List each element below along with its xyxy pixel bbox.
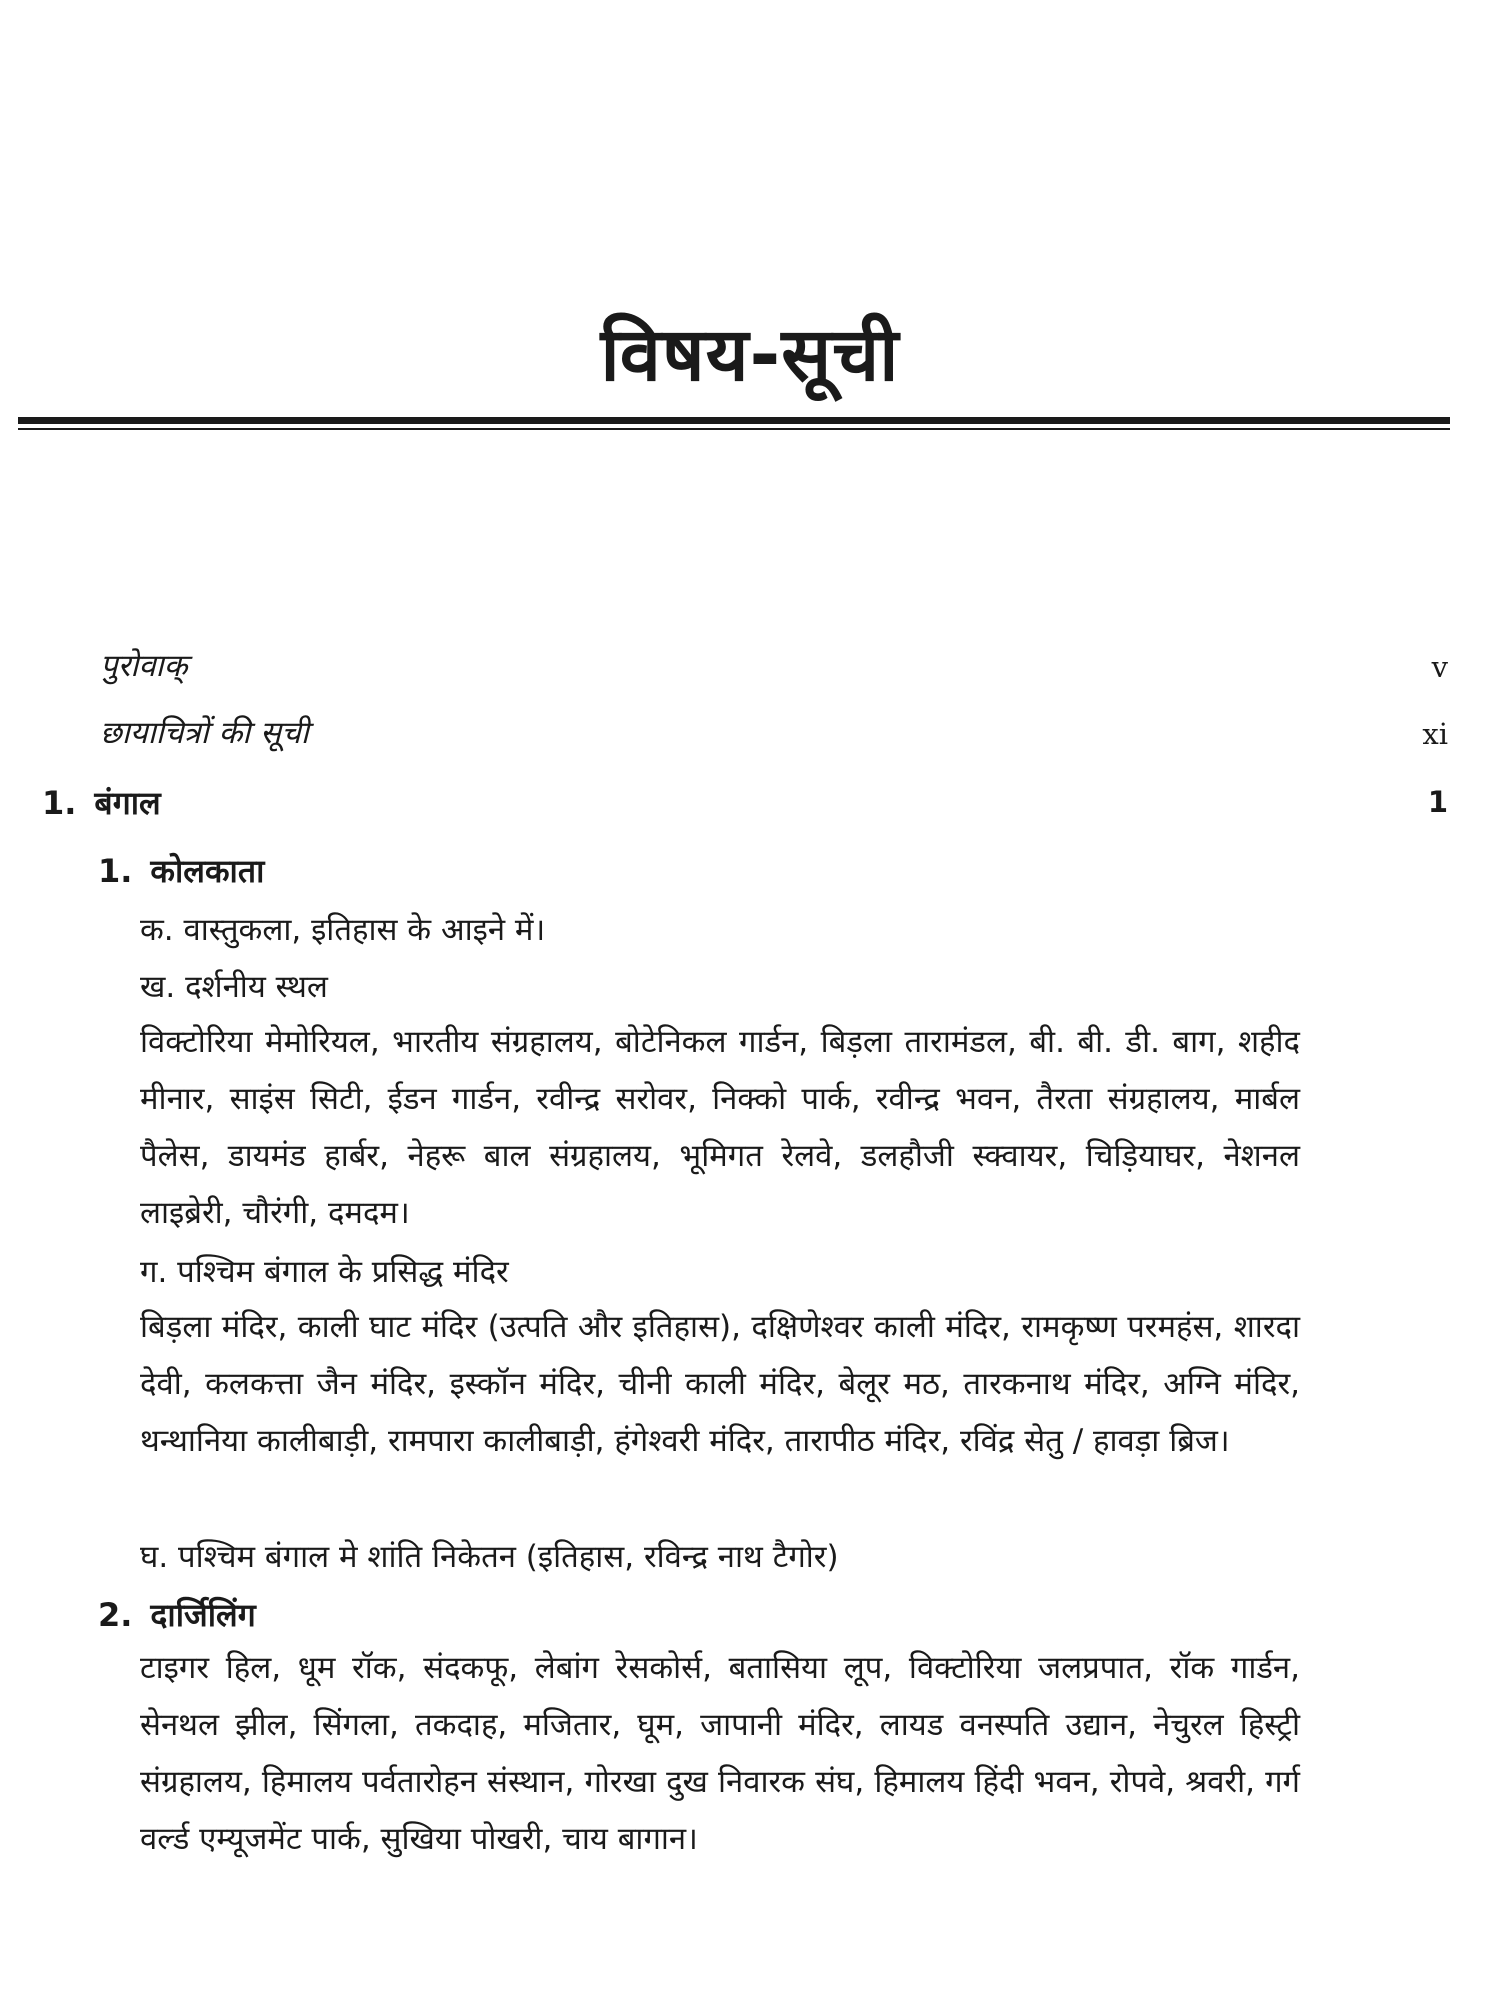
subitem-kha: ख. दर्शनीय स्थल: [140, 969, 328, 1005]
toc-section-kolkata[interactable]: [98, 852, 264, 890]
toc-chapter-bengal[interactable]: [42, 784, 161, 822]
subitem-ka: क. वास्तुकला, इतिहास के आइने में।: [140, 912, 546, 948]
subitem-ga: ग. पश्चिम बंगाल के प्रसिद्ध मंदिर: [140, 1254, 509, 1290]
title-rule-thick: [18, 417, 1450, 424]
page-title: विषय-सूची: [600, 312, 900, 398]
toc-entry-photo-list[interactable]: छायाचित्रों की सूची: [100, 715, 309, 751]
toc-page-foreword: v: [1431, 650, 1448, 684]
section-number: 1.: [98, 852, 133, 890]
ga-temples-paragraph: बिड़ला मंदिर, काली घाट मंदिर (उत्पति और इतिहास), दक्षिणेश्वर काली मंदिर, रामकृष्ण परमहंस, शारदा देवी, कलकत्ता जैन मंदिर, इस्कॉन मंदिर, चीनी काली मंदिर, बेलूर मठ, तारकनाथ मंदिर, अग्नि मंदिर, थन्थानिया कालीबाड़ी, रामपारा कालीबाड़ी, हंगेश्वरी मंदिर, तारापीठ मंदिर, रविंद्र सेतु / हावड़ा ब्रिज।: [140, 1309, 1300, 1459]
chapter-number: 1.: [42, 784, 77, 822]
toc-page-photo-list: xi: [1422, 717, 1448, 751]
kha-places-paragraph: विक्टोरिया मेमोरियल, भारतीय संग्रहालय, बोटेनिकल गार्डन, बिड़ला तारामंडल, बी. बी. डी. बाग, शहीद मीनार, साइंस सिटी, ईडन गार्डन, रवीन्द्र सरोवर, निक्को पार्क, रवीन्द्र भवन, तैरता संग्रहालय, मार्बल पैलेस, डायमंड हार्बर, नेहरू बाल संग्रहालय, भूमिगत रेलवे, डलहौजी स्क्वायर, चिड़ियाघर, नेशनल लाइब्रेरी, चौरंगी, दमदम।: [140, 1024, 1300, 1231]
subitem-gha: घ. पश्चिम बंगाल मे शांति निकेतन (इतिहास, रविन्द्र नाथ टैगोर): [140, 1539, 839, 1575]
section-title: दार्जिलिंग: [150, 1596, 256, 1634]
section-number: 2.: [98, 1596, 133, 1634]
toc-entry-foreword[interactable]: पुरोवाक्: [100, 648, 188, 684]
toc-page-bengal: 1: [1427, 785, 1448, 819]
title-rule-thin: [18, 428, 1450, 430]
toc-section-darjeeling[interactable]: [98, 1596, 256, 1634]
chapter-title: बंगाल: [94, 784, 161, 822]
section-title: कोलकाता: [150, 852, 265, 890]
darjeeling-places-paragraph: टाइगर हिल, धूम रॉक, संदकफू, लेबांग रेसकोर्स, बतासिया लूप, विक्टोरिया जलप्रपात, रॉक गार्डन, सेनथल झील, सिंगला, तकदाह, मजितार, घूम, जापानी मंदिर, लायड वनस्पति उद्यान, नेचुरल हिस्ट्री संग्रहालय, हिमालय पर्वतारोहन संस्थान, गोरखा दुख निवारक संघ, हिमालय हिंदी भवन, रोपवे, श्रवरी, गर्ग वर्ल्ड एम्यूजमेंट पार्क, सुखिया पोखरी, चाय बागान।: [140, 1650, 1300, 1857]
